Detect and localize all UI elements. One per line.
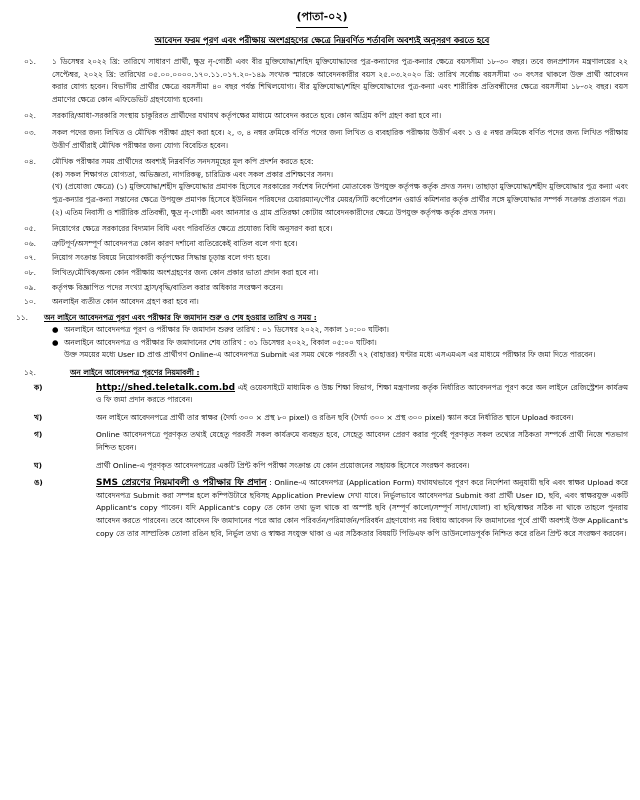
conditions-heading: আবেদন ফরম পূরণ এবং পরীক্ষায় অংশগ্রহণের ক্ষেত্রে নিম্নবর্ণিত শর্তাবলি অবশ্যই অনুসরণ করতে হবে — [154, 35, 490, 45]
bullet-icon: ● — [52, 337, 59, 347]
certificates-kha2: (২) এতিম নিবাসী ও শারীরিক প্রতিবন্ধী, ক্ষুদ্র নৃ-গোষ্ঠী এবং আনসার ও গ্রাম প্রতিরক্ষা কোটায় আবেদনকারীদের ক্ষেত্রে উপযুক্ত কর্তৃপক্ষ কর্তৃক প্রদত্ত সনদ। — [52, 207, 496, 217]
condition-item: ০৯. কর্তৃপক্ষ বিজ্ঞাপিত পদের সংখ্যা হ্রাস/বৃদ্ধি/বাতিল করার অধিকার সংরক্ষণ করেন। — [24, 282, 283, 292]
fee-note: উক্ত সময়ের মধ্যে User ID প্রাপ্ত প্রার্থীগণ Online-এ আবেদনপত্র Submit এর সময় থেকে পরবর্তী ৭২ (বাহাত্তর) ঘণ্টার মধ্যে এসএমএস এর মাধ্যমে পরীক্ষার ফি জমা দিতে পারবেন। — [64, 350, 596, 360]
rule-entry-ga: গ) Online আবেদনপত্রে পূরণকৃত তথ্যই যেহেতু পরবর্তী সকল কার্যক্রমে ব্যবহৃত হবে, সেহেতু আবেদন প্রেরণ করার পূর্বেই পূরণকৃত সকল তথ্যের সঠিকতা সম্পর্কে প্রার্থী নিজে শতভাগ নিশ্চিত হবেন। — [34, 430, 628, 453]
rule-entry-kha: খ) অন লাইনে আবেদনপত্রে প্রার্থী তার স্বাক্ষর (দৈর্ঘ্য ৩০০ × প্রস্থ ৮০ pixel) ও রঙিন ছবি (দৈর্ঘ্য ৩০০ × প্রস্থ ৩০০ pixel) স্ক্যান করে নির্ধারিত স্থানে Upload করবেন। — [34, 412, 574, 422]
certificates-intro: মৌখিক পরীক্ষার সময় প্রার্থীদের অবশ্যই নিম্নবর্ণিত সনদসমূহের মূল কপি প্রদর্শন করতে হবে: — [52, 157, 314, 167]
condition-item: ০৬. ত্রুটিপূর্ণ/অসম্পূর্ণ আবেদনপত্র কোন কারণ দর্শানো ব্যতিরেকেই বাতিল বলে গণ্য হবে। — [24, 238, 298, 248]
condition-item: ০২. সরকারি/আধা-সরকারি সংস্থায় চাকুরিরত প্রার্থীদের যথাযথ কর্তৃপক্ষের মাধ্যমে আবেদন করতে হবে। কোন অগ্রিম কপি গ্রহণ করা হবে না। — [24, 111, 442, 121]
rule-entry-ka: ক) http://shed.teletalk.com.bd এই ওয়েবসাইটে মাধ্যমিক ও উচ্চ শিক্ষা বিভাগ, শিক্ষা মন্ত্রণালয় কর্তৃক নির্ধারিত আবেদনপত্র পূরণ করে অন লাইনে রেজিস্ট্রেশন কার্যক্রম ও ফি জমা প্রদান করতে পারবেন। — [34, 382, 628, 405]
start-date-bullet: ● অনলাইনে আবেদনপত্র পূরণ ও পরীক্ষার ফি জমাদান শুরুর তারিখ : ০১ ডিসেম্বর ২০২২, সকাল ১০:০০ ঘটিকা। — [52, 324, 628, 337]
online-rules-title: অন লাইনে আবেদনপত্র পূরণের নিয়মাবলী : — [70, 368, 200, 378]
condition-item-certificates: ০৪. মৌখিক পরীক্ষার সময় প্রার্থীদের অবশ্যই নিম্নবর্ণিত সনদসমূহের মূল কপি প্রদর্শন করতে হবে: (ক) সকল শিক্ষাগত যোগ্যতা, অভিজ্ঞতা, নাগরিকত্ব, চারিত্রিক এবং সকল প্রকার প্রশিক্ষণের সনদ। (খ) (প্রযোজ্য ক্ষেত্রে) (১) মুক্তিযোদ্ধা/শহীদ মুক্তিযোদ্ধার প্রমাণক হিসেবে সরকারের সর্বশেষ নির্দেশনা মোতাবেক উপযুক্ত কর্তৃপক্ষ কর্তৃক প্রদত্ত সনদ। তাছাড়া মুক্তিযোদ্ধা/শহীদ মুক্তিযোদ্ধার পুত্র কন্যা এবং পুত্র-কন্যার পুত্র-কন্যা সন্তানের ক্ষেত্রে উপযুক্ত প্রমাণক হিসেবে ইউনিয়ন পরিষদের চেয়ারম্যান/পৌর মেয়র/সিটি কর্পোরেশন ওয়ার্ড কমিশনার কর্তৃক প্রার্থীর সঙ্গে মুক্তিযোদ্ধার সম্পর্ক সংক্রান্ত প্রত্যয়ন পত্র। (২) এতিম নিবাসী ও শারীরিক প্রতিবন্ধী, ক্ষুদ্র নৃ-গোষ্ঠী এবং আনসার ও গ্রাম প্রতিরক্ষা কোটায় আবেদনকারীদের ক্ষেত্রে উপযুক্ত কর্তৃপক্ষ কর্তৃক প্রদত্ত সনদ। — [16, 156, 628, 219]
condition-item: ০৮. লিখিত/মৌখিক/অন্য কোন পরীক্ষায় অংশগ্রহণের জন্য কোন প্রকার ভাতা প্রদান করা হবে না। — [24, 267, 319, 277]
rule-entry-uma: ঙ) SMS প্রেরণের নিয়মাবলী ও পরীক্ষার ফি প্রদান : Online-এ আবেদনপত্র (Application Form) যথাযথভাবে পূরণ করে নির্দেশনা অনুযায়ী ছবি এবং স্বাক্ষর Upload করে আবেদনপত্র Submit করা সম্পন্ন হলে কম্পিউটারে ছবিসহ Application Preview দেখা যাবে। নির্ভুলভাবে আবেদনপত্র Submit করা প্রার্থী User ID, ছবি, এবং স্বাক্ষরযুক্ত একটি Applicant's copy পাবেন। যদি Applicant's copy তে কোন তথ্য ভুল থাকে বা অস্পষ্ট ছবি (সম্পূর্ণ কালো/সম্পূর্ণ সাদা/ঘোলা) বা ছবি/স্বাক্ষর সঠিক না থাকে তাহলে পুনরায় আবেদন করতে পারবেন। তবে আবেদন ফি জমাদানের পরে আর কোন পরিবর্তন/পরিমার্জন/পরিবর্ধন গ্রহণযোগ্য নয় বিধায় আবেদন ফি জমাদানের পূর্বে প্রার্থী অবশ্যই উক্ত Applicant's copy তে তার সাম্প্রতিক তোলা রঙিন ছবি, নির্ভুল তথ্য ও স্বাক্ষর সংযুক্ত থাকা ও এর সঠিকতার বিষয়টি পিডিএফ কপি ডাউনলোডপূর্বক নিশ্চিত করে রঙিন প্রিন্ট করে সংরক্ষণ করবেন। — [34, 478, 628, 538]
rule-entry-gha: ঘ) প্রার্থী Online-এ পূরণকৃত আবেদনপত্রের একটি প্রিন্ট কপি পরীক্ষা সংক্রান্ত যে কোন প্রয়োজনের সহায়ক হিসেবে সংরক্ষণ করবেন। — [34, 460, 470, 470]
online-dates-section: ১১. অন লাইনে আবেদনপত্র পূরণ এবং পরীক্ষার ফি জমাদান শুরু ও শেষ হওয়ার তারিখ ও সময় : — [16, 312, 628, 325]
certificates-kha: (খ) (প্রযোজ্য ক্ষেত্রে) (১) মুক্তিযোদ্ধা/শহীদ মুক্তিযোদ্ধার প্রমাণক হিসেবে সরকারের সর্বশেষ নির্দেশনা মোতাবেক উপযুক্ত কর্তৃপক্ষ কর্তৃক প্রদত্ত সনদ। তাছাড়া মুক্তিযোদ্ধা/শহীদ মুক্তিযোদ্ধার পুত্র কন্যা এবং পুত্র-কন্যার পুত্র-কন্যা সন্তানের ক্ষেত্রে উপযুক্ত প্রমাণক হিসেবে ইউনিয়ন পরিষদের চেয়ারম্যান/পৌর মেয়র/সিটি কর্পোরেশন ওয়ার্ড কমিশনার কর্তৃক প্রার্থীর সঙ্গে মুক্তিযোদ্ধার সম্পর্ক সংক্রান্ত প্রত্যয়ন পত্র। — [52, 182, 628, 204]
bullet-icon: ● — [52, 325, 59, 335]
condition-item: ০৭. নিয়োগ সংক্রান্ত বিষয়ে নিয়োগকারী কর্তৃপক্ষের সিদ্ধান্ত চূড়ান্ত বলে গণ্য হবে। — [24, 253, 270, 263]
condition-item: ১০. অনলাইন ব্যতীত কোন আবেদন গ্রহণ করা হবে না। — [24, 297, 199, 307]
condition-item: ০৫. নিয়োগের ক্ষেত্রে সরকারের বিদ্যমান বিধি এবং পরিবর্তিত ক্ষেত্রে প্রযোজ্য বিধি অনুসরণ করা হবে। — [24, 224, 333, 234]
online-dates-title: অন লাইনে আবেদনপত্র পূরণ এবং পরীক্ষার ফি জমাদান শুরু ও শেষ হওয়ার তারিখ ও সময় : — [44, 312, 317, 322]
condition-item: ০১. ১ ডিসেম্বর ২০২২ খ্রি: তারিখে সাধারণ প্রার্থী, ক্ষুদ্র নৃ-গোষ্ঠী এবং বীর মুক্তিযোদ্ধা/শহিদ মুক্তিযোদ্ধাদের পুত্র-কন্যাদের পুত্র-কন্যার ক্ষেত্রে বয়সসীমা ১৮-৩০ বছর। তবে জনপ্রশাসন মন্ত্রণালয়ের ২২ সেপ্টেম্বর, ২০২২ খ্রি: তারিখের ০৫.০০.০০০০.১৭০.১১.০১৭.২০-১৪৯ সংখ্যক স্মারকে আবেদনকারীর বয়স ২৫.০৩.২০২০ খ্রি: তারিখ সর্বোচ্চ বয়সসীমা ৩০ বৎসর থাকলে উক্ত প্রার্থী আবেদন করার যোগ্য হবেন। বিভাগীয় প্রার্থীর ক্ষেত্রে বয়সসীমা ৪০ বছর পর্যন্ত শিথিলযোগ্য। বীর মুক্তিযোদ্ধা/শহিদ মুক্তিযোদ্ধাদের পুত্র-কন্যা এবং শারীরিক প্রতিবন্ধীদের ক্ষেত্রে বয়সসীমা ১৮-৩২ বছর। বয়স প্রমাণের ক্ষেত্রে কোন এফিডেভিট গ্রহণযোগ্য হবেনা। — [24, 57, 628, 104]
sms-rules-title: SMS প্রেরণের নিয়মাবলী ও পরীক্ষার ফি প্রদান — [96, 478, 267, 489]
end-date-bullet: ● অনলাইনে আবেদনপত্র ও পরীক্ষার ফি জমাদানের শেষ তারিখ : ৩১ ডিসেম্বর ২০২২, বিকাল ০৫:০০ ঘটিকা। — [52, 337, 628, 350]
certificates-ka: (ক) সকল শিক্ষাগত যোগ্যতা, অভিজ্ঞতা, নাগরিকত্ব, চারিত্রিক এবং সকল প্রকার প্রশিক্ষণের সনদ। — [52, 169, 333, 179]
page-number: (পাতা-০২) — [16, 8, 628, 28]
condition-item: ০৩. সকল পদের জন্য লিখিত ও মৌখিক পরীক্ষা গ্রহণ করা হবে। ২, ৩, ৪ নম্বর ক্রমিকে বর্ণিত পদের জন্য লিখিত ও ব্যবহারিক পরীক্ষায় উত্তীর্ণ এবং ১ ও ৫ নম্বর ক্রমিকে বর্ণিত পদের জন্য লিখিত পরীক্ষায় উত্তীর্ণ প্রার্থীরাই মৌখিক পরীক্ষার জন্য যোগ্য বিবেচিত হবেন। — [24, 127, 628, 150]
online-rules-section: ১২. অন লাইনে আবেদনপত্র পূরণের নিয়মাবলী : — [16, 367, 628, 380]
teletalk-link[interactable]: http://shed.teletalk.com.bd — [96, 382, 236, 393]
